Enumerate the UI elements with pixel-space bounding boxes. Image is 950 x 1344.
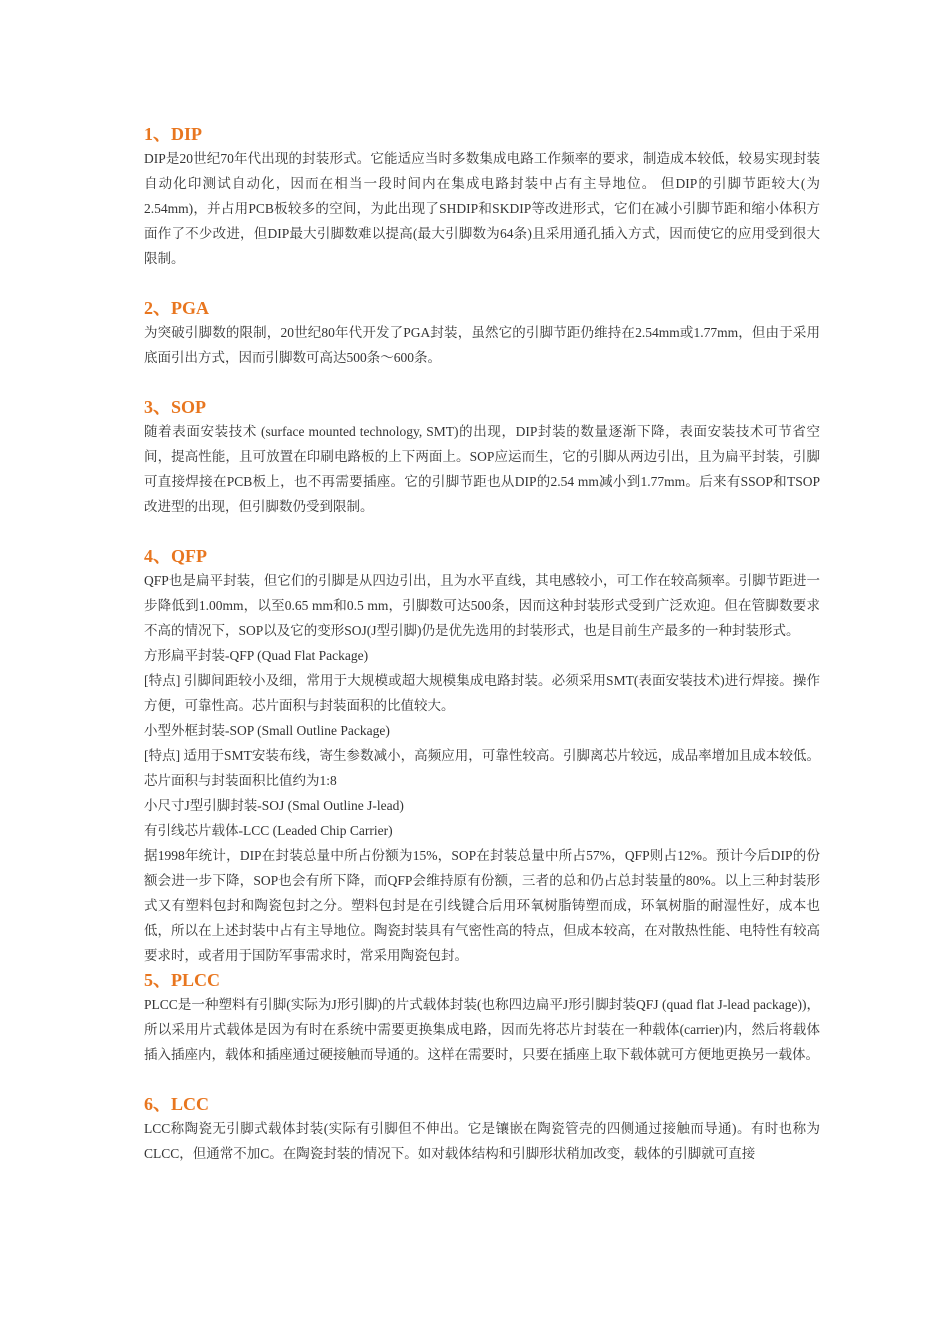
paragraph: 小型外框封装-SOP (Small Outline Package) xyxy=(144,723,390,738)
section-heading: 4、QFP xyxy=(144,546,207,566)
section-qfp xyxy=(144,544,820,968)
paragraph: 小尺寸J型引脚封装-SOJ (Smal Outline J-lead) xyxy=(144,798,404,813)
paragraph: [特点] 引脚间距较小及细，常用于大规模或超大规模集成电路封装。必须采用SMT(表面安装技术)进行焊接。操作方便，可靠性高。芯片面积与封装面积的比值较大。 xyxy=(144,673,820,713)
paragraph: 据1998年统计，DIP在封装总量中所占份额为15%，SOP在封装总量中所占57%，QFP则占12%。预计今后DIP的份额会进一步下降，SOP也会有所下降，而QFP会维持原有份额，三者的总和仍占总封装量的80%。以上三种封装形式又有塑料包封和陶瓷包封之分。塑料包封是在引线键合后用环氧树脂铸塑而成，环氧树脂的耐湿性好，成本也低，所以在上述封装中占有主导地位。陶瓷封装具有气密性高的特点，但成本较高，在对散热性能、电特性有较高要求时，或者用于国防军事需求时，常采用陶瓷包封。 xyxy=(144,848,820,963)
section-pga xyxy=(144,296,820,370)
section-heading: 3、SOP xyxy=(144,397,207,417)
section-heading: 5、PLCC xyxy=(144,970,220,990)
section-lcc xyxy=(144,1092,820,1166)
paragraph: [特点] 适用于SMT安装布线，寄生参数减小，高频应用，可靠性较高。引脚离芯片较远，成品率增加且成本较低。 芯片面积与封装面积比值约为1:8 xyxy=(144,748,820,788)
section-dip xyxy=(144,122,820,271)
section-heading: 6、LCC xyxy=(144,1094,210,1114)
paragraph: QFP也是扁平封装，但它们的引脚是从四边引出，且为水平直线，其电感较小，可工作在较高频率。引脚节距进一步降低到1.00mm，以至0.65 mm和0.5 mm，引脚数可达500条，因而这种封装形式受到广泛欢迎。但在管脚数要求不高的情况下，SOP以及它的变形SOJ(J型引脚)仍是优先选用的封装形式，也是目前生产最多的一种封装形式。 xyxy=(144,573,820,638)
document-body xyxy=(144,122,820,1166)
section-heading: 2、PGA xyxy=(144,298,209,318)
paragraph: DIP是20世纪70年代出现的封装形式。它能适应当时多数集成电路工作频率的要求，制造成本较低，较易实现封装自动化印测试自动化，因而在相当一段时间内在集成电路封装中占有主导地位。 但DIP的引脚节距较大(为2.54mm)，并占用PCB板较多的空间，为此出现了SHDIP和SKDIP等改进形式，它们在减小引脚节距和缩小体积方面作了不少改进，但DIP最大引脚数难以提高(最大引脚数为64条)且采用通孔插入方式，因而使它的应用受到很大限制。 xyxy=(144,151,820,266)
paragraph: LCC称陶瓷无引脚式载体封装(实际有引脚但不伸出。它是镶嵌在陶瓷管壳的四侧通过接触而导通)。有时也称为CLCC，但通常不加C。在陶瓷封装的情况下。如对载体结构和引脚形状稍加改变，载体的引脚就可直接 xyxy=(144,1121,820,1161)
section-plcc xyxy=(144,968,820,1067)
paragraph: 随着表面安装技术 (surface mounted technology, SMT)的出现，DIP封装的数量逐渐下降，表面安装技术可节省空间，提高性能，且可放置在印刷电路板的上下两面上。SOP应运而生，它的引脚从两边引出，且为扁平封装，引脚可直接焊接在PCB板上，也不再需要插座。它的引脚节距也从DIP的2.54 mm减小到1.77mm。后来有SSOP和TSOP改进型的出现，但引脚数仍受到限制。 xyxy=(144,424,820,514)
paragraph: PLCC是一种塑料有引脚(实际为J形引脚)的片式载体封装(也称四边扁平J形引脚封装QFJ (quad flat J-lead package))，所以采用片式载体是因为有时在系统中需要更换集成电路，因而先将芯片封装在一种载体(carrier)内，然后将载体插入插座内，载体和插座通过硬接触而导通的。这样在需要时，只要在插座上取下载体就可方便地更换另一载体。 xyxy=(144,997,821,1062)
paragraph: 有引线芯片载体-LCC (Leaded Chip Carrier) xyxy=(144,823,393,838)
paragraph: 方形扁平封装-QFP (Quad Flat Package) xyxy=(144,648,369,663)
section-sop xyxy=(144,395,820,519)
section-heading: 1、DIP xyxy=(144,124,202,144)
paragraph: 为突破引脚数的限制，20世纪80年代开发了PGA封装，虽然它的引脚节距仍维持在2.54mm或1.77mm，但由于采用底面引出方式，因而引脚数可高达500条～600条。 xyxy=(144,325,820,365)
